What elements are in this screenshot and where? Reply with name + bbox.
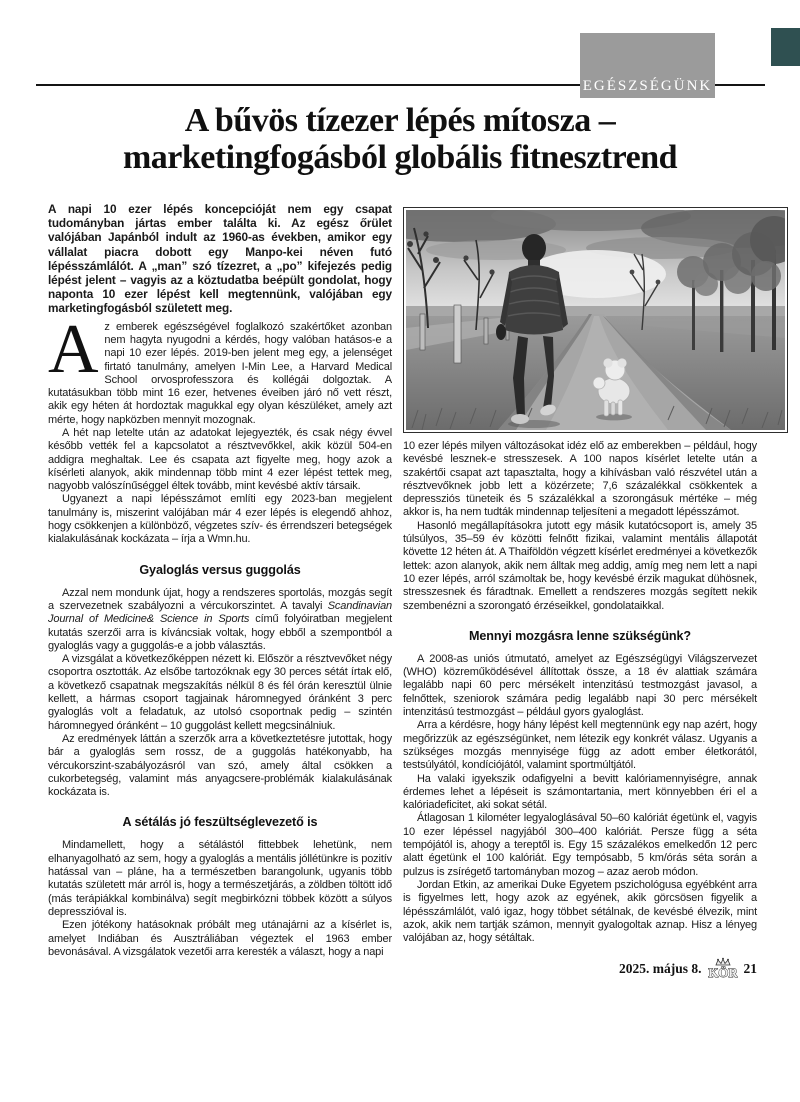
paragraph: A 2008-as uniós útmutató, amelyet az Egészségügyi Világszervezet (WHO) közreműködésével állítottak össze, a 18 év alattiak számára legalább napi 60 perc mérsékelt intenzitású testmozgást javasol, a felnőttek, szeniorok számára pedig legalább napi 30 perc mérsékelt intenzitású testmozgást – például gyors gyaloglást.	[403, 652, 757, 719]
right-column-text	[403, 440, 757, 981]
corner-mark	[771, 28, 800, 66]
subheading-gyalogas-versus-guggolas: Gyaloglás versus guggolás	[139, 562, 301, 577]
section-label: EGÉSZSÉGÜNK	[582, 78, 713, 94]
paragraph: Ezen jótékony hatásoknak próbált meg utánajárni az a kísérlet is, amelyet Indiában és Ausztráliában végeztek el 1963 ember bevonásával. A vizsgálatok vezetői arra keresték a választ, hogy a napi	[48, 919, 392, 958]
lead-paragraph: A napi 10 ezer lépés koncepcióját nem egy csapat tudományban jártas ember találta ki. Az egész őrület valójában Japánból indult az 1960-as években, amikor egy vállalat piacra dobott egy Manpo-kei néven futó lépésszámlálót. A „man” szó tízezret, a „po” kifejezés pedig lépést jelent – vagyis az a köztudatba beépült gondolat, hogy naponta 10 ezer lépést kell megtennünk, valójában egy marketingfogásból született meg.	[48, 202, 392, 316]
drop-cap: A	[48, 310, 99, 388]
page-footer	[403, 957, 757, 981]
paragraph: Mindamellett, hogy a sétálástól fittebbek lehetünk, nem elhanyagolható az sem, hogy a gyaloglás a mentális jóllétünkre is pozitív hatással van – pláne, ha a természetben barangolunk, ugyanis több kutatás született már arról is, hogy a természetjárás, a zöldben töltött idő (más terápiákkal kombinálva) segít megbirkózni többek között a súlyos depresszióval is.	[48, 839, 392, 918]
journal-post: című folyóiratban megjelent kutatás szerzői arra is kíváncsiak voltak, hogy ebből a szempontból a gyaloglás vagy a guggolás-e a jobb választás.	[48, 613, 392, 652]
article-title	[30, 102, 770, 176]
left-column	[48, 202, 392, 959]
journal-pre: Azzal nem mondunk újat, hogy a rendszeres sportolás, mozgás segít a szervezetnek szabályozni a vércukorszintet. A tavalyi	[48, 586, 392, 612]
subheading-mennyi-mozgas: Mennyi mozgásra lenne szükségünk?	[468, 628, 692, 643]
paragraph: Hasonló megállapításokra jutott egy másik kutatócsoport is, amely 35 túlsúlyos, 35–59 év közötti felnőtt fizikai, valamint mentális állapotát követte 12 héten át. A Thaiföldön végzett kísérlet eredményei a következők lettek: azon alanyok, akik nem álltak meg addig, amíg meg nem lett a napi 10 ezer lépés, arról számoltak be, hogy kevésbé érzik magukat dühösnek, stresszesnek és fáradtnak. Emellett a rendszeres mozgás segített nekik szembenézni a szorongató érzéseikkel, gondolataikkal.	[403, 519, 757, 612]
paragraph-journal	[48, 587, 392, 653]
right-column	[403, 207, 788, 981]
title-line-1: A bűvös tízezer lépés mítosza –	[184, 102, 616, 139]
intro-text: z emberek egészségével foglalkozó szakértőket azonban nem hagyta nyugodni a kérdés, hogy valóban hatásos-e a napi 10 ezer lépés. 2019-ben jelent meg egy, a jelenséget firtató tanulmány, amelyen I-Min Lee, a Harvard Medical School orvosprofesszora és kollégái dolgoztak. A kutatásukban több mint 16 ezer, hetvenes éveiben járó nő vett részt, akik egy héten át hordoztak magukkal egy olyan készüléket, amely azt mérte, hogy napközben mennyit mozognak.	[48, 320, 392, 426]
issue-date: 2025. május 8.	[618, 961, 702, 977]
header-rule-left	[36, 84, 580, 86]
page-number: 21	[743, 961, 757, 977]
logo-text: KÖR	[707, 965, 738, 981]
paragraph: A hét nap letelte után az adatokat lejegyezték, és csak négy évvel később vették fel a kapcsolatot a résztvevőkkel, akik közül 504-en addigra meghaltak. Lee és csapata azt figyelte meg, hogy azok a kísérleti alanyok, akik mindennap több mint 4 ezer lépést tettek meg, nagyobb valószínűséggel éltek tovább, mint kevésbé aktív társaik.	[48, 427, 392, 493]
title-line-2: marketingfogásból globális fitnesztrend	[122, 139, 678, 176]
paragraph: Ugyanezt a napi lépésszámot említi egy 2023-ban megjelent tanulmány is, miszerint valójában már 4 ezer lépés is elegendő ahhoz, hogy csökkenjen a különböző, végzetes szív- és érrendszeri betegségek kialakulásának kockázata – írja a Wmn.hu.	[48, 493, 392, 546]
paragraph: Átlagosan 1 kilométer legyaloglásával 50–60 kalóriát égetünk el, vagyis 10 ezer lépéssel nagyjából 300–400 kalóriát. Persze függ a séta tempójától is, ahogy a tereptől is. Egy 15 százalékos emelkedőn 12 perc alatt égetünk el 100 kalóriát. Egy tempósabb, 5 km/órás séta során a pulzus is zsírégető tartományban mozog – azaz aerob módon.	[403, 812, 757, 878]
section-tab	[580, 33, 715, 98]
intro-paragraph	[48, 310, 392, 427]
magazine-logo	[708, 957, 738, 981]
subheading-setalas-feszultseglevezeto: A sétálás jó feszültséglevezető is	[122, 815, 318, 830]
paragraph: Ha valaki igyekszik odafigyelni a bevitt kalóriamennyiségre, annak érdemes lehet a lépéseit is számontartania, mert könnyebben éri el a kalóriadeficitet, aki sokat sétál.	[403, 772, 757, 812]
paragraph: 10 ezer lépés milyen változásokat idéz elő az emberekben – például, hogy kevésbé lesznek-e stresszesek. A 100 napos kísérlet letelte után a szakértői csapat azt tapasztalta, hogy a kihívásban való részvétel után a résztvevőknek jobb lett a közérzete; 7,6 százalékkal csökkentek a depressziós tüneteik és 5 százalékkal a szorongásuk mértéke – még akkor is, ha nem tudták mindennap teljesíteni a megadott lépésszámot.	[403, 440, 757, 519]
paragraph: A vizsgálat a következőképpen nézett ki. Először a résztvevőket négy csoportra osztották. Az elsőbe tartozóknak egy 30 perces sétát írtak elő, a következő csapatnak megszakítás nélkül 8 és fél órán keresztül ülnie kellett, a hármas csoport tagjainak háromnegyed óránként 3 perc gyaloglás volt a feladatuk, az utolsó csoportnak pedig – szintén háromnegyed óránként – 10 guggolást kellett megcsinálniuk.	[48, 653, 392, 732]
crown-icon	[716, 958, 730, 965]
paragraph: Az eredmények láttán a szerzők arra a következtetésre jutottak, hogy bár a gyaloglás sem rossz, de a guggolás hatékonyabb, ha vércukorszint-szabályozásról van szó, amely által csökken a cukorbetegség, valamint más anyagcsere-problémák kialakulásának kockázata is.	[48, 732, 392, 799]
walking-photo	[403, 207, 788, 433]
journal-title: Scandinavian Journal of Medicine& Science in Sports	[48, 599, 392, 626]
paragraph: Arra a kérdésre, hogy hány lépést kell megtennünk egy nap azért, hogy megőrizzük az egészségünket, nem létezik egy konkrét válasz. Ugyanis a szükséges mozgás mennyisége függ az adott ember életkorától, testsúlyától, kondíciójától, valamint sportmúltjától.	[403, 719, 757, 772]
header-rule-right	[715, 84, 765, 86]
paragraph: Jordan Etkin, az amerikai Duke Egyetem pszichológusa egyébként arra is figyelmes lett, hogy azok az egyének, akik görcsösen figyelik a lépésszámlálót, való igaz, hogy többet sétálnak, de kevésbé élvezik, mint azok, akik nem tartják számon, mennyit gyalogoltak aznap. Hisz a lényeg valójában az, hogy sétáltak.	[403, 878, 757, 945]
